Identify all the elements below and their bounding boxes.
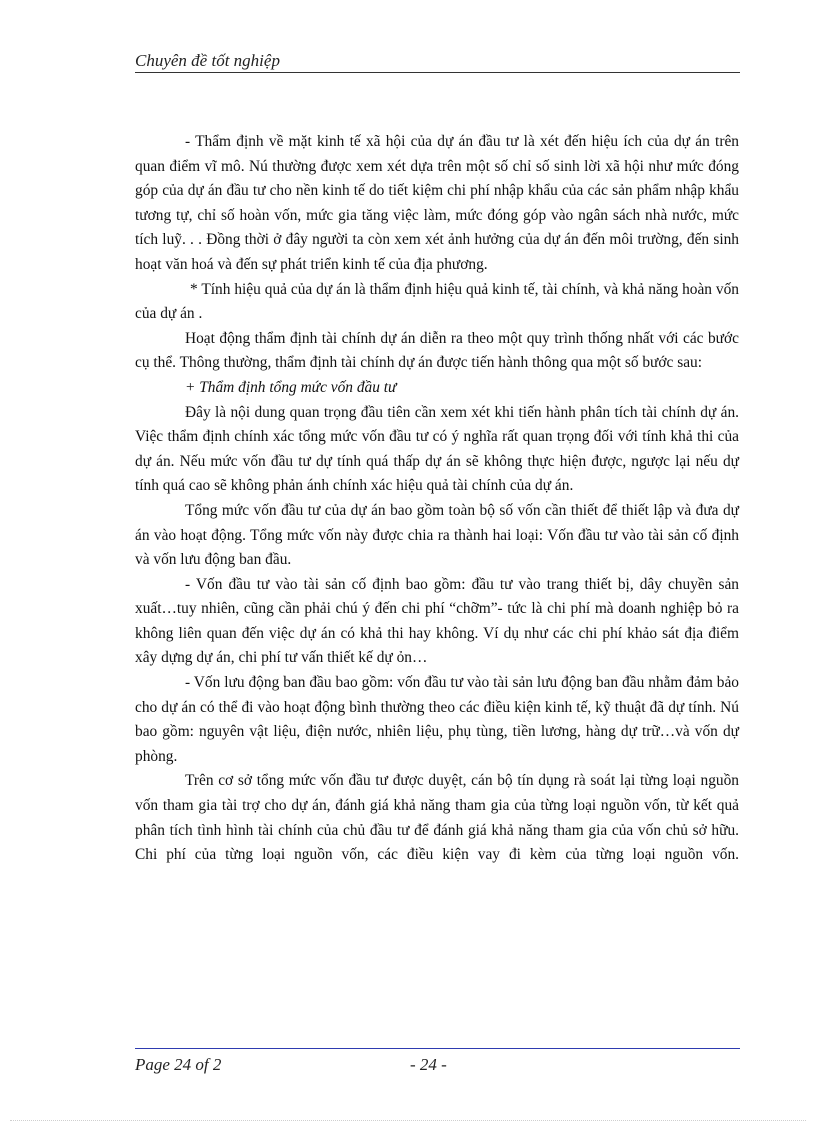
footer-page-number: - 24 - xyxy=(410,1055,447,1074)
header-title: Chuyên đề tốt nghiệp xyxy=(135,51,280,70)
paragraph-capital-sources: Trên cơ sở tổng mức vốn đầu tư được duyệt, cán bộ tín dụng rà soát lại từng loại nguồn vốn tham gia tài trợ cho dự án, đánh giá khả năng tham gia của từng loại nguồn vốn, từ kết quả phân tích tình hình tài chính của chủ đầu tư để đánh giá khả năng tham gia của vốn chủ sở hữu. Chi phí của từng loại nguồn vốn, các điều kiện vay đi kèm của từng loại nguồn vốn. xyxy=(135,772,739,864)
page-footer xyxy=(135,1048,740,1077)
paragraph-fixed-asset-capital: - Vốn đầu tư vào tài sản cố định bao gồm: đầu tư vào trang thiết bị, dây chuyền sản xuất…tuy nhiên, cũng cần phải chú ý đến chi phí “chỡm”- tức là chi phí mà doanh nghiệp bỏ ra không liên quan đến việc dự án có khả thi hay không. Ví dụ như các chi phí khảo sát địa điểm xây dựng dự án, chi phí tư vấn thiết kế dự ỏn… xyxy=(135,575,739,667)
page-header xyxy=(135,50,740,73)
paragraph-working-capital: - Vốn lưu động ban đầu bao gồm: vốn đầu tư vào tài sản lưu động ban đầu nhằm đảm bảo cho dự án có thể đi vào hoạt động bình thường theo các điều kiện kinh tế, kỹ thuật đã dự tính. Nú bao gồm: nguyên vật liệu, điện nước, nhiên liệu, phụ tùng, tiền lương, hàng dự trữ…và vốn dự phòng. xyxy=(135,674,739,765)
page-bottom-divider xyxy=(10,1120,806,1121)
footer-page-label: Page 24 of 2 xyxy=(135,1055,222,1074)
section-heading-total-investment: + Thẩm định tổng mức vốn đầu tư xyxy=(185,378,397,396)
paragraph-total-investment-composition: Tổng mức vốn đầu tư của dự án bao gồm toàn bộ số vốn cần thiết để thiết lập và đưa dự án vào hoạt động. Tổng mức vốn này được chia ra thành hai loại: Vốn đầu tư vào tài sản cố định và vốn lưu động ban đầu. xyxy=(135,501,739,569)
document-body xyxy=(135,130,739,868)
paragraph-effectiveness-note: * Tính hiệu quả của dự án là thẩm định hiệu quả kinh tế, tài chính, và khả năng hoàn vốn của dự án . xyxy=(135,280,739,323)
paragraph-total-investment-importance: Đây là nội dung quan trọng đầu tiên cần xem xét khi tiến hành phân tích tài chính dự án. Việc thẩm định chính xác tổng mức vốn đầu tư có ý nghĩa rất quan trọng đối với tính khả thi của dự án. Nếu mức vốn đầu tư dự tính quá thấp dự án sẽ không thực hiện được, ngược lại nếu dự tính quá cao sẽ không phản ánh chính xác hiệu quả tài chính của dự án. xyxy=(135,403,739,495)
paragraph-appraisal-process: Hoạt động thẩm định tài chính dự án diễn ra theo một quy trình thống nhất với các bước cụ thể. Thông thường, thẩm định tài chính dự án được tiến hành thông qua một số bước sau: xyxy=(135,329,739,372)
paragraph-socioeconomic: - Thẩm định về mặt kinh tế xã hội của dự án đầu tư là xét đến hiệu ích của dự án trên quan điểm vĩ mô. Nú thường được xem xét dựa trên một số chỉ số sinh lời xã hội như mức đóng góp của dự án đầu tư cho nền kinh tế do tiết kiệm chi phí nhập khẩu của các sản phẩm nhập khẩu tương tự, chỉ số hoàn vốn, mức gia tăng việc làm, mức đóng góp vào ngân sách nhà nước, mức tích luỹ. . . Đồng thời ở đây người ta còn xem xét ảnh hưởng của dự án đến môi trường, đến sinh hoạt văn hoá và đến sự phát triển kinh tế của địa phương. xyxy=(135,133,739,273)
